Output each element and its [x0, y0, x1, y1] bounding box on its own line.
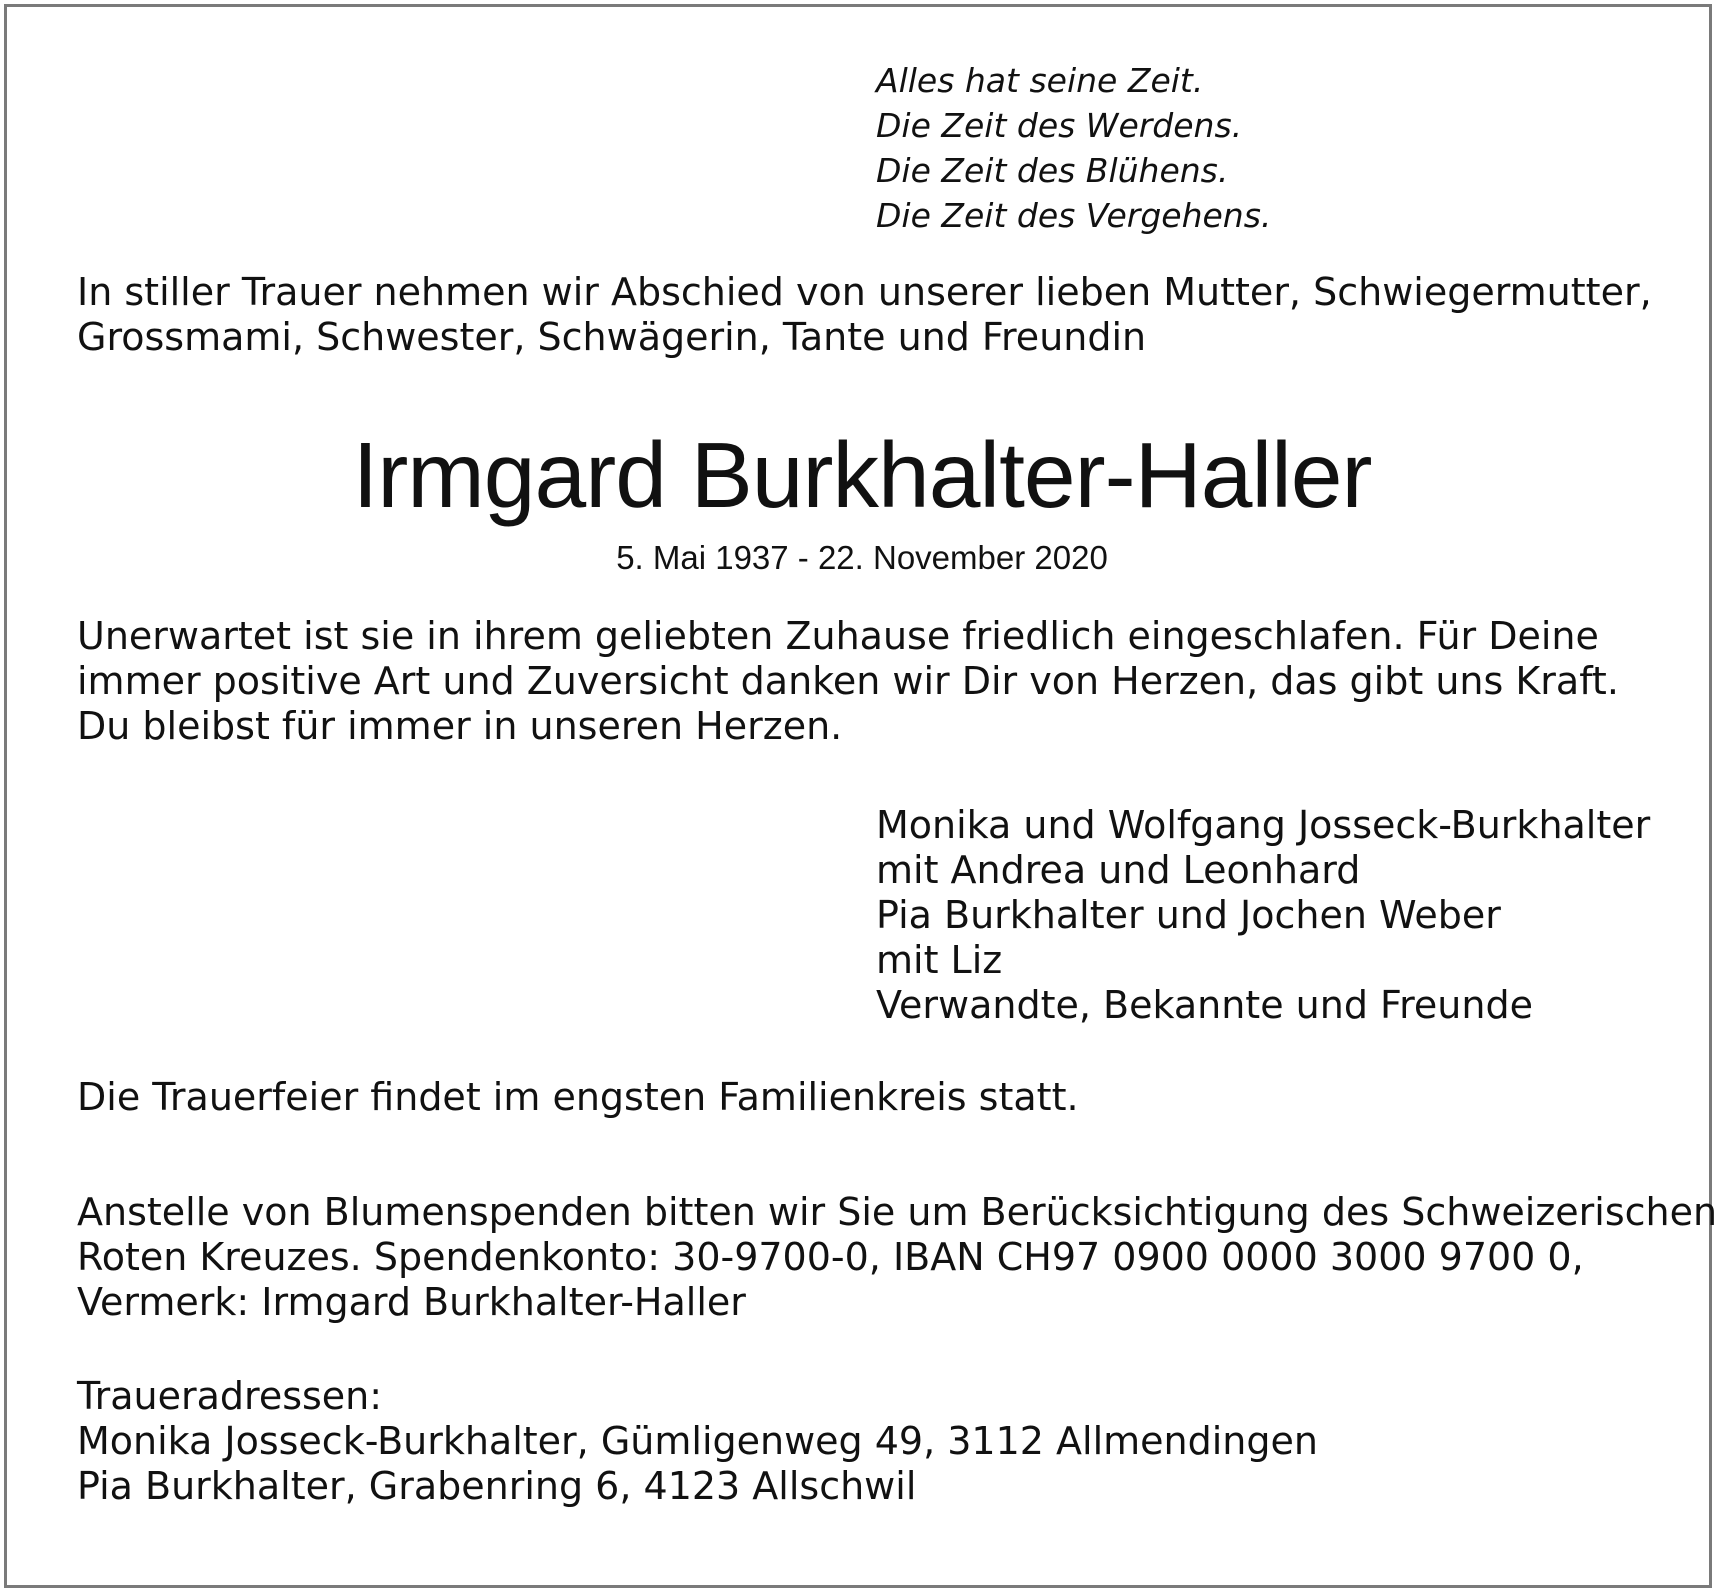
donation-line: Vermerk: Irmgard Burkhalter-Haller [77, 1280, 746, 1324]
mourner-line: mit Andrea und Leonhard [876, 848, 1361, 892]
address-line: Pia Burkhalter, Grabenring 6, 4123 Allschwil [77, 1464, 917, 1508]
motto-line: Die Zeit des Werdens. [876, 106, 1243, 145]
mourner-line: Verwandte, Bekannte und Freunde [876, 983, 1533, 1027]
intro-line: In stiller Trauer nehmen wir Abschied von unserer lieben Mutter, Schwiegermutter, [77, 270, 1652, 314]
notice-border [4, 4, 1712, 1588]
donation-line: Roten Kreuzes. Spendenkonto: 30-9700-0, IBAN CH97 0900 0000 3000 9700 0, [77, 1235, 1584, 1279]
intro-paragraph [77, 270, 1652, 360]
mourner-line: mit Liz [876, 938, 1003, 982]
donation-line: Anstelle von Blumenspenden bitten wir Sie um Berücksichtigung des Schweizerischen [77, 1190, 1718, 1234]
motto-line: Alles hat seine Zeit. [876, 61, 1204, 100]
motto-line: Die Zeit des Vergehens. [876, 196, 1272, 235]
address-line: Monika Josseck-Burkhalter, Gümligenweg 49, 3112 Allmendingen [77, 1419, 1318, 1463]
addresses-heading: Traueradressen: [77, 1374, 383, 1418]
deceased-name: Irmgard Burkhalter-Haller [352, 423, 1372, 527]
donation-paragraph [77, 1190, 1717, 1325]
mourners-list [876, 803, 1650, 1028]
intro-line: Grossmami, Schwester, Schwägerin, Tante und Freundin [77, 315, 1147, 359]
farewell-message [77, 614, 1619, 749]
addresses-list [77, 1419, 1318, 1509]
mourner-line: Monika und Wolfgang Josseck-Burkhalter [876, 803, 1651, 847]
mourner-line: Pia Burkhalter und Jochen Weber [876, 893, 1501, 937]
motto-line: Die Zeit des Blühens. [876, 151, 1229, 190]
ceremony-note: Die Trauerfeier findet im engsten Familienkreis statt. [77, 1075, 1079, 1119]
message-line: immer positive Art und Zuversicht danken wir Dir von Herzen, das gibt uns Kraft. [77, 659, 1619, 703]
message-line: Unerwartet ist sie in ihrem geliebten Zuhause friedlich eingeschlafen. Für Deine [77, 614, 1599, 658]
message-line: Du bleibst für immer in unseren Herzen. [77, 704, 843, 748]
motto-verse [876, 58, 1271, 238]
life-dates: 5. Mai 1937 - 22. November 2020 [616, 539, 1108, 576]
